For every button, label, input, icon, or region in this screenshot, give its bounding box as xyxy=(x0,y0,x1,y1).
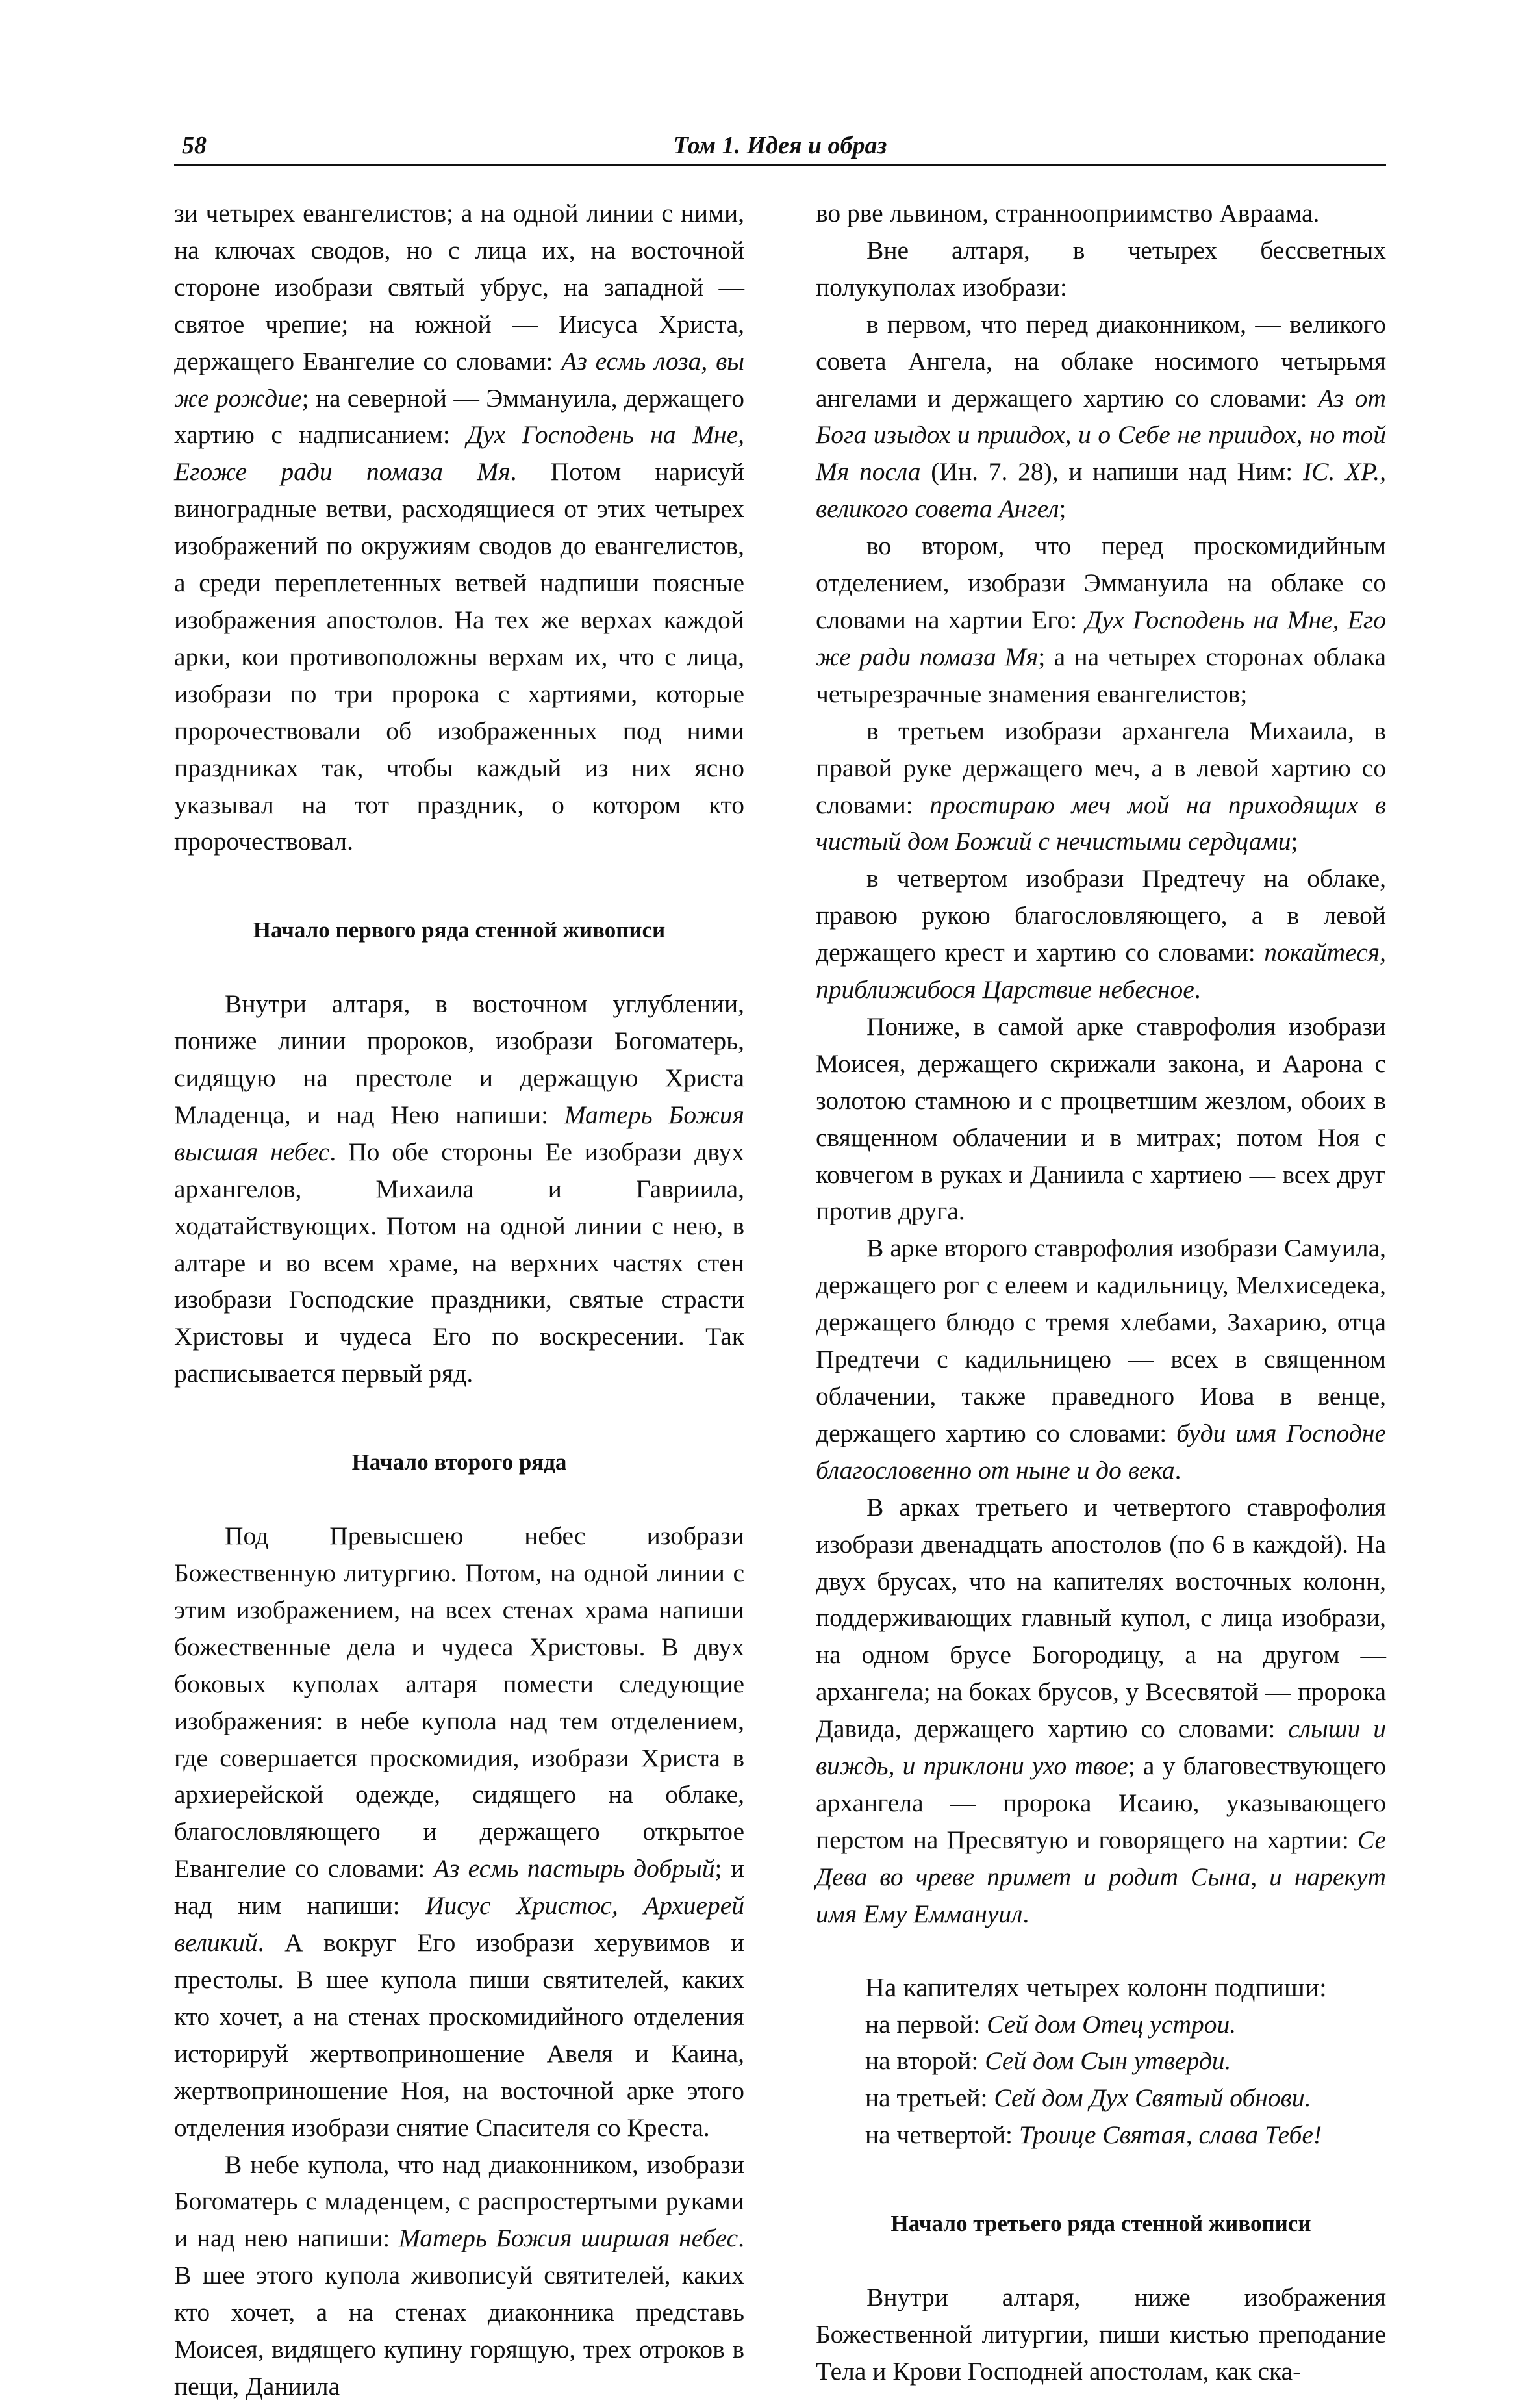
left-column xyxy=(174,195,744,2405)
paragraph: Внутри алтаря, в восточном углублении, пониже линии пророков, изобрази Богоматерь, сидящую на престоле и держащую Христа Младенца, и над Нею напиши: Матерь Божия высшая небес. По обе стороны Ее изобрази двух архангелов, Михаила и Гавриила, ходатайствующих. Потом на одной линии с нею, в алтаре и во всем храме, на верхних частях стен изобрази Господские праздники, святые страсти Христовы и чудеса Его по воскресении. Так расписывается первый ряд. xyxy=(174,989,745,1388)
paragraph: Под Превысшею небес изобрази Божественную литургию. Потом, на одной линии с этим изображением, на всех стенах храма напиши божественные дела и чудеса Христовы. В двух боковых куполах алтаря помести следующие изображения: в небе купола над тем отделением, где совершается проскомидия, изобрази Христа в архиерейской одежде, сидящего на облаке, благословляющего и держащего открытое Евангелие со словами: Аз есмь пастырь добрый; и над ним напиши: Иисус Христос, Архиерей великий. А вокруг Его изобрази херувимов и престолы. В шее купола пиши святителей, каких кто хочет, а на стенах проскомидийного отделения историруй жертвоприношение Авеля и Каина, жертвоприношение Ноя, на восточной арке этого отделения изобрази снятие Спасителя со Креста. xyxy=(174,1521,744,2142)
section-heading: Начало третьего ряда стенной живописи xyxy=(890,2211,1311,2237)
paragraph: в третьем изобрази архангела Михаила, в правой руке держащего меч, а в левой хартию со словами: простираю меч мой на приходящих в чистый дом Божий с нечистыми сердцами; xyxy=(816,716,1386,856)
inscription-line: на второй: Сей дом Сын утверди. xyxy=(865,2046,1231,2076)
paragraph: Вне алтаря, в четырех бессветных полукуполах изобрази: xyxy=(816,235,1386,301)
paragraph: во рве львином, страннооприимство Авраама. xyxy=(816,199,1320,227)
inscriptions-intro: На капителях четырех колонн подпиши: xyxy=(865,1972,1327,2002)
paragraph: В арках третьего и четвертого ставрофолия изобрази двенадцать апостолов (по 6 в каждой). На двух брусах, что на капителях восточных колонн, поддерживающих главный купол, с лица изобрази, на одном брусе Богородицу, а на другом — архангела; на боках брусов, у Всесвятой — пророка Давида, держащего хартию со словами: слыши и виждь, и приклони ухо твое; а у благовествующего архангела — пророка Исаию, указывающего перстом на Пресвятую и говорящего на хартии: Се Дева во чреве примет и родит Сына, и нарекут имя Ему Еммануил. xyxy=(816,1492,1386,1928)
paragraph: во втором, что перед проскомидийным отделением, изобрази Эммануила на облаке со словами на хартии Его: Дух Господень на Мне, Его же ради помаза Мя; а на четырех сторонах облака четырезрачные знамения евангелистов; xyxy=(816,531,1386,708)
capital-inscriptions xyxy=(816,1969,1386,2154)
paragraph: В арке второго ставрофолия изобрази Самуила, держащего рог с елеем и кадильницу, Мелхиседека, держащего блюдо с тремя хлебами, Захарию, отца Предтечи с кадильницею — всех в священном облачении, также праведного Иова в венце, держащего хартию со словами: буди имя Господне благословенно от ныне и до века. xyxy=(816,1234,1386,1484)
running-header xyxy=(174,127,1386,164)
inscription-line: на первой: Сей дом Отец устрои. xyxy=(865,2009,1237,2039)
paragraph: в первом, что перед диаконником, — великого совета Ангела, на облаке носимого четырьмя ангелами и держащего хартию со словами: Аз от Бога изыдох и приидох, и о Себе не приидох, но той Мя посла (Ин. 7. 28), и напиши над Ним: IC. XP., великого совета Ангел; xyxy=(816,309,1386,524)
inscription-line: на четвертой: Троице Святая, слава Тебе! xyxy=(865,2120,1322,2150)
running-title: Том 1. Идея и образ xyxy=(673,132,887,159)
inscription-line: на третьей: Сей дом Дух Святый обнови. xyxy=(865,2083,1311,2113)
page-number: 58 xyxy=(182,132,207,159)
header-rule xyxy=(174,164,1386,166)
paragraph: В небе купола, что над диаконником, изобрази Богоматерь с младенцем, с распростертыми руками и над нею напиши: Матерь Божия ширшая небес. В шее этого купола живописуй святителей, каких кто хочет, а на стенах диаконника представь Моисея, видящего купину горящую, трех отроков в пещи, Даниила xyxy=(174,2150,745,2400)
section-heading: Начало первого ряда стенной живописи xyxy=(253,917,666,943)
paragraph: зи четырех евангелистов; а на одной линии с ними, на ключах сводов, но с лица их, на восточной стороне изобрази святый убрус, на западной — святое чрепие; на южной — Иисуса Христа, держащего Евангелие со словами: Аз есмь лоза, вы же рождие; на северной — Эммануила, держащего хартию с надписанием: Дух Господень на Мне, Егоже ради помаза Мя. Потом нарисуй виноградные ветви, расходящиеся от этих четырех изображений по окружиям сводов до евангелистов, а среди переплетенных ветвей надпиши поясные изображения апостолов. На тех же верхах каждой арки, кои противоположны верхам их, что с лица, изобрази по три пророка с хартиями, которые пророчествовали об изображенных под ними праздниках так, чтобы каждый из них ясно указывал на тот праздник, о котором кто пророчествовал. xyxy=(174,199,745,856)
right-column xyxy=(816,195,1386,2390)
section-heading: Начало второго ряда xyxy=(351,1449,567,1475)
paragraph: Пониже, в самой арке ставрофолия изобрази Моисея, держащего скрижали закона, и Аарона с золотою стамною и с процветшим жезлом, обоих в священном облачении и в митрах; потом Ноя с ковчегом в руках и Даниила с хартиею — всех друг против друга. xyxy=(816,1012,1386,1226)
paragraph: в четвертом изобрази Предтечу на облаке, правою рукою благословляющего, а в левой держащего крест и хартию со словами: покайтеся, приближибося Царствие небесное. xyxy=(816,864,1386,1004)
paragraph: Внутри алтаря, ниже изображения Божественной литургии, пиши кистью преподание Тела и Крови Господней апостолам, как ска- xyxy=(816,2283,1386,2386)
